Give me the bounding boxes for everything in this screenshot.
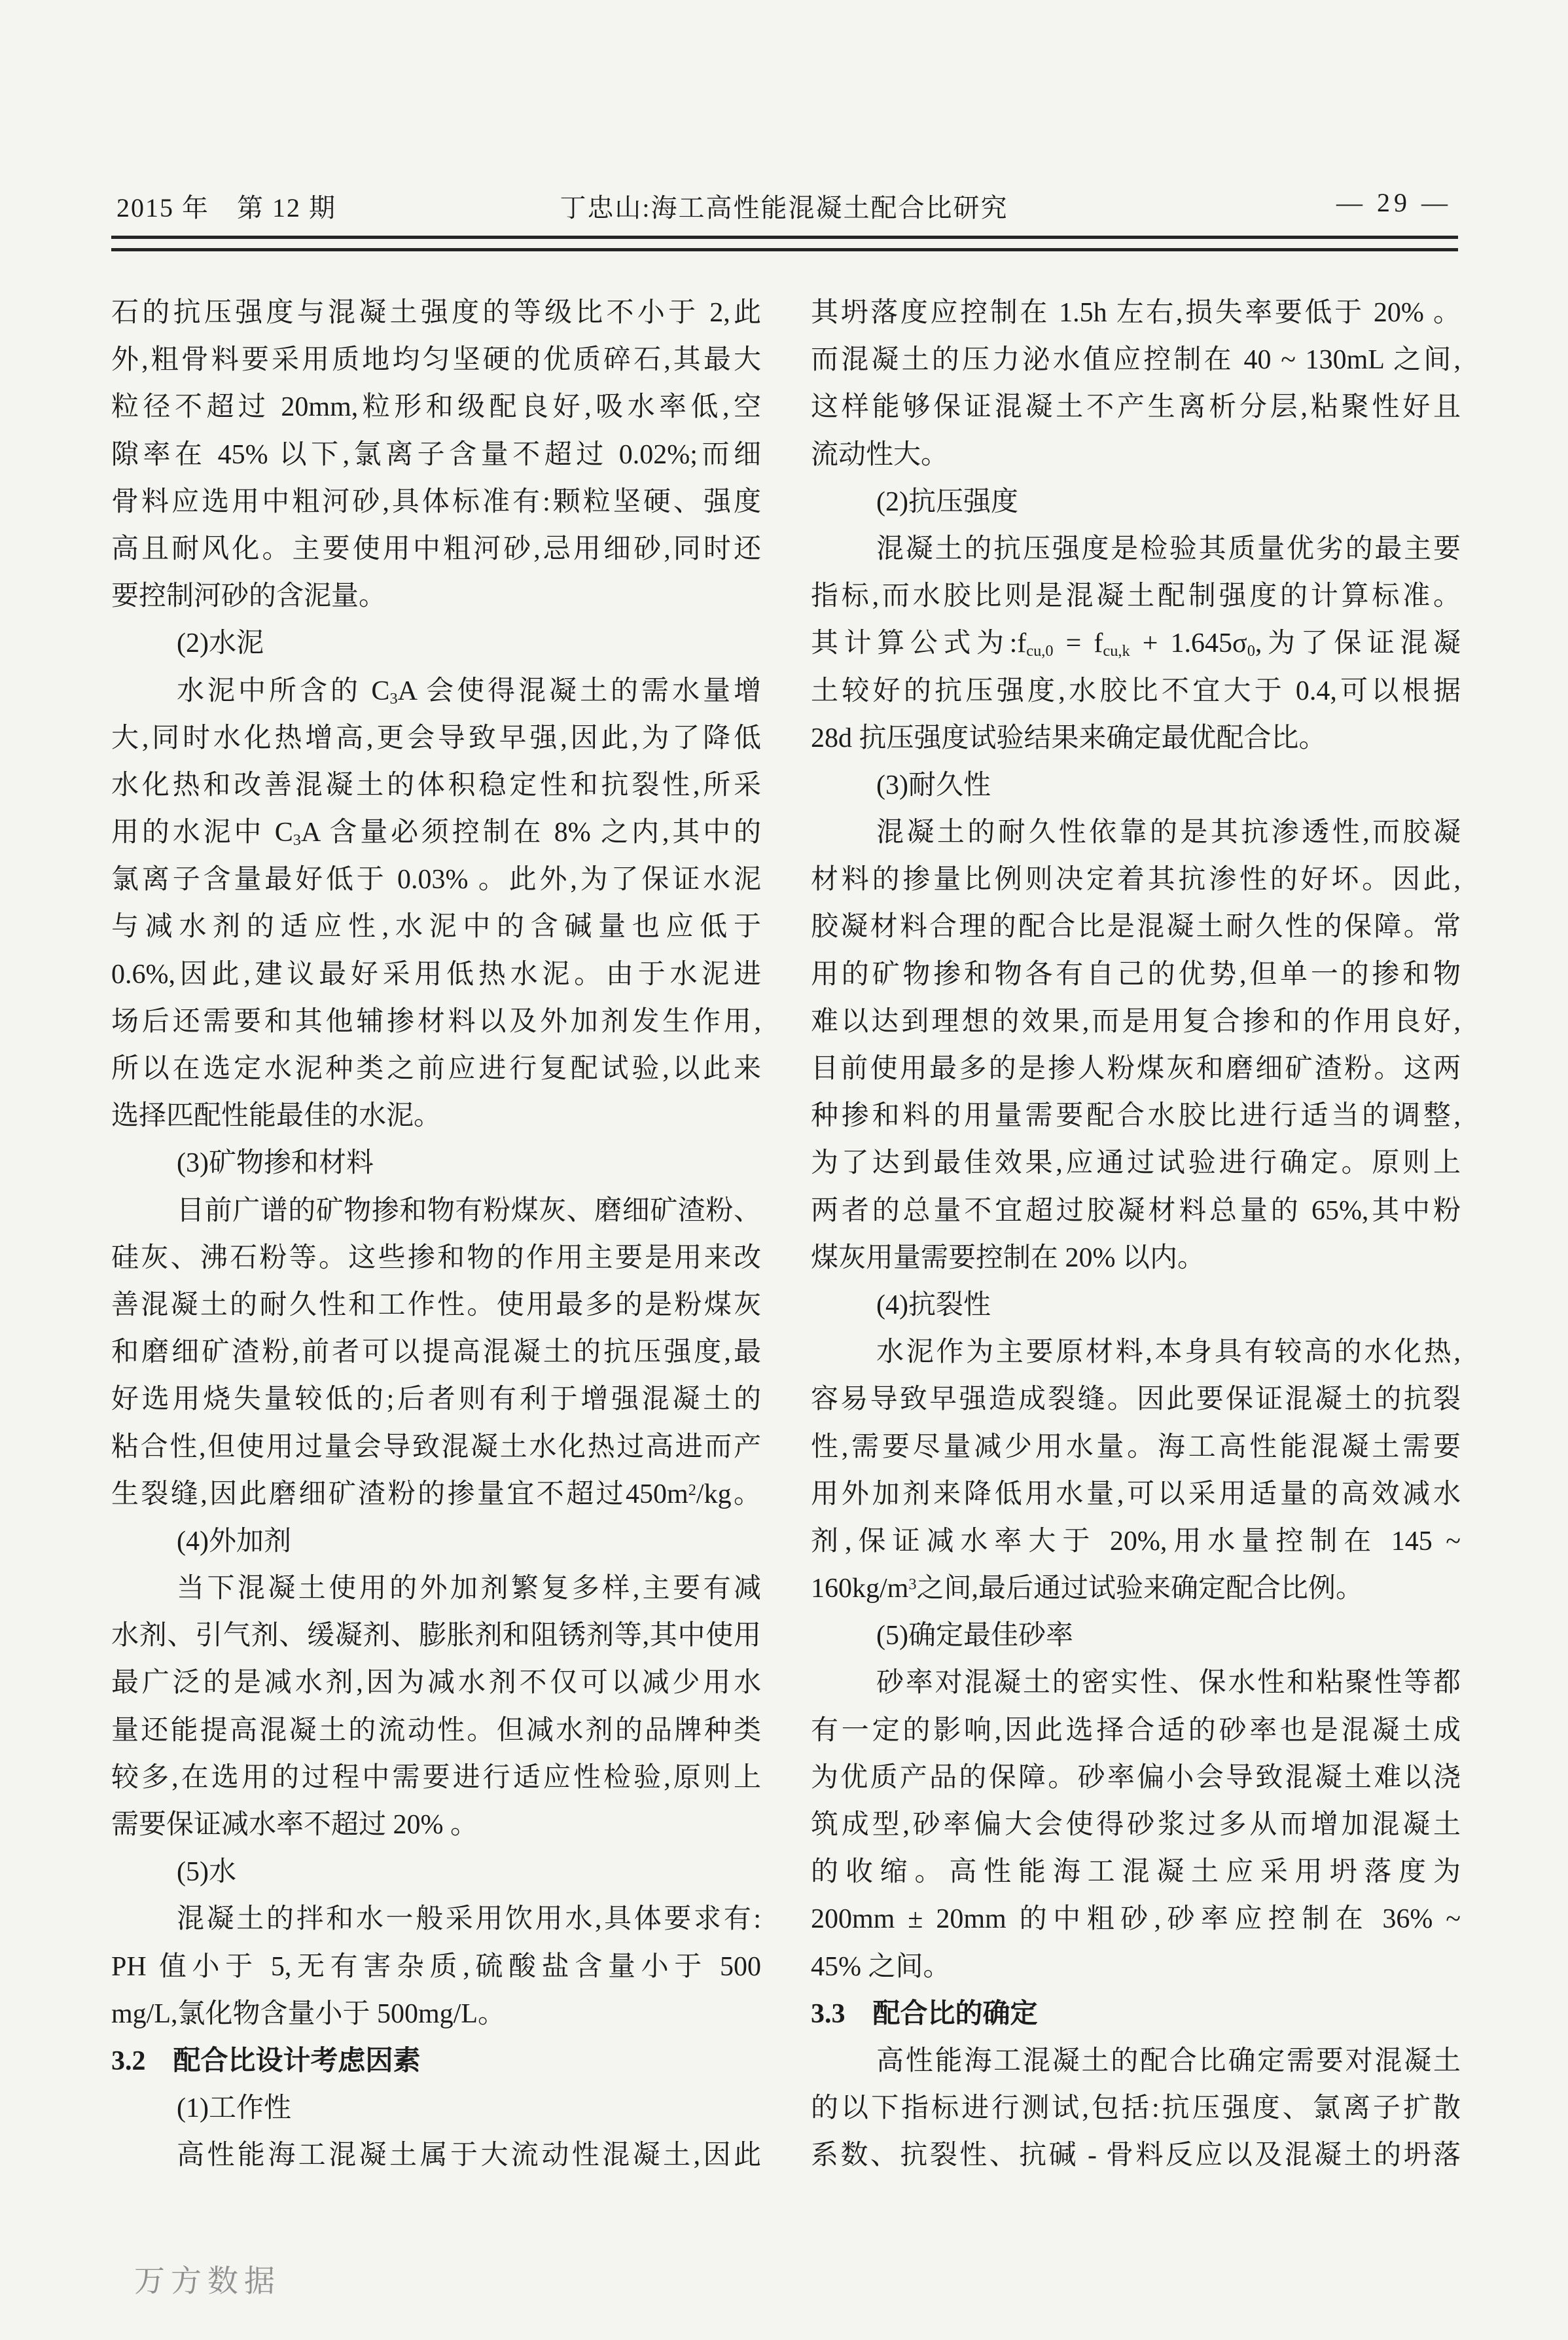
text-line: 与减水剂的适应性,水泥中的含碱量也应低于 [111, 912, 761, 943]
text-line: (4)外加剂 [177, 1526, 291, 1557]
text-line: (3)矿物掺和材料 [177, 1148, 374, 1179]
text-line: 的收缩。高性能海工混凝土应采用坍落度为 [811, 1857, 1461, 1888]
text-line: 水泥中所含的 $C_3A$ 会使得混凝土的需水量增 [177, 675, 762, 708]
text-line: (5)确定最佳砂率 [876, 1621, 1073, 1651]
text-line: 场后还需要和其他辅掺材料以及外加剂发生作用, [111, 1006, 761, 1037]
text-line: 而混凝土的压力泌水值应控制在 40 ~ 130mL 之间, [811, 345, 1461, 376]
text-line: 28d 抗压强度试验结果来确定最优配合比。 [811, 723, 1327, 753]
text-line: 水化热和改善混凝土的体积稳定性和抗裂性,所采 [111, 770, 761, 801]
text-line: 氯离子含量最好低于 0.03% 。此外,为了保证水泥 [111, 865, 761, 895]
text-line: 粘合性,但使用过量会导致混凝土水化热过高进而产 [111, 1431, 761, 1462]
text-line: 土较好的抗压强度,水胶比不宜大于 0.4,可以根据 [811, 675, 1461, 706]
text-line: 材料的掺量比例则决定着其抗渗性的好坏。因此, [811, 865, 1461, 895]
text-line: 要控制河砂的含泥量。 [111, 581, 387, 612]
text-line: 好选用烧失量较低的;后者则有利于增强混凝土的 [111, 1384, 761, 1415]
text-line: 混凝土的抗压强度是检验其质量优劣的最主要 [876, 533, 1461, 564]
header-issue: 2015 年 第 12 期 [116, 193, 336, 223]
text-line: 筑成型,砂率偏大会使得砂浆过多从而增加混凝土 [811, 1810, 1461, 1840]
text-line: 混凝土的拌和水一般采用饮用水,具体要求有: [177, 1904, 761, 1935]
text-line: (4)抗裂性 [876, 1289, 991, 1320]
text-line: 45% 之间。 [811, 1951, 951, 1982]
text-line: 用外加剂来降低用水量,可以采用适量的高效减水 [811, 1479, 1461, 1509]
text-line: 用的水泥中 $C_3A$ 含量必须控制在 8% 之内,其中的 [111, 818, 761, 850]
text-line: 胶凝材料合理的配合比是混凝土耐久性的保障。常 [811, 912, 1461, 943]
text-line: 这样能够保证混凝土不产生离析分层,粘聚性好且 [811, 392, 1461, 423]
text-line: 水剂、引气剂、缓凝剂、膨胀剂和阻锈剂等,其中使用 [111, 1621, 761, 1651]
text-line: 高性能海工混凝土属于大流动性混凝土,因此 [177, 2140, 761, 2171]
text-line: (5)水 [177, 1857, 236, 1888]
text-line: (2)抗压强度 [876, 486, 1018, 517]
text-line: (1)工作性 [177, 2093, 291, 2124]
text-line: 高且耐风化。主要使用中粗河砂,忌用细砂,同时还 [111, 533, 761, 564]
text-line: 0.6%,因此,建议最好采用低热水泥。由于水泥进 [111, 959, 761, 990]
text-line: 高性能海工混凝土的配合比确定需要对混凝土 [876, 2045, 1461, 2076]
text-line: PH 值小于 5,无有害杂质,硫酸盐含量小于 500 [111, 1951, 761, 1982]
text-line: 指标,而水胶比则是混凝土配制强度的计算标准。 [811, 581, 1461, 612]
text-line: 大,同时水化热增高,更会导致早强,因此,为了降低 [111, 723, 761, 753]
text-line: (2)水泥 [177, 628, 264, 659]
left-column [111, 289, 761, 2180]
text-line: 石的抗压强度与混凝土强度的等级比不小于 2,此 [111, 298, 761, 328]
rule-line [111, 248, 1458, 251]
text-line: 的以下指标进行测试,包括:抗压强度、氯离子扩散 [811, 2093, 1461, 2124]
text-line: (3)耐久性 [876, 770, 991, 801]
text-line: 目前使用最多的是掺人粉煤灰和磨细矿渣粉。这两 [811, 1054, 1461, 1084]
text-line: 硅灰、沸石粉等。这些掺和物的作用主要是用来改 [111, 1242, 761, 1273]
text-line: 骨料应选用中粗河砂,具体标准有:颗粒坚硬、强度 [111, 486, 761, 517]
text-line: 砂率对混凝土的密实性、保水性和粘聚性等都 [876, 1668, 1461, 1699]
right-column [811, 289, 1461, 2180]
text-line: 目前广谱的矿物掺和物有粉煤灰、磨细矿渣粉、 [177, 1195, 761, 1226]
text-line: 善混凝土的耐久性和工作性。使用最多的是粉煤灰 [111, 1289, 761, 1320]
text-line: 流动性大。 [811, 439, 949, 470]
text-line: 3.2 配合比设计考虑因素 [111, 2045, 421, 2076]
text-line: 3.3 配合比的确定 [811, 1998, 1038, 2029]
journal-header [116, 187, 1452, 225]
header-page-number: — 29 — [1336, 188, 1452, 217]
text-line: 有一定的影响,因此选择合适的砂率也是混凝土成 [811, 1715, 1461, 1746]
text-line: 性,需要尽量减少用水量。海工高性能混凝土需要 [811, 1431, 1461, 1462]
header-title: 丁忠山:海工高性能混凝土配合比研究 [560, 193, 1008, 223]
text-line: 水泥作为主要原材料,本身具有较高的水化热, [876, 1337, 1461, 1368]
text-line: 当下混凝土使用的外加剂繁复多样,主要有减 [177, 1574, 761, 1604]
text-line: 选择匹配性能最佳的水泥。 [111, 1101, 442, 1132]
text-line: 和磨细矿渣粉,前者可以提高混凝土的抗压强度,最 [111, 1337, 761, 1368]
text-line: 用的矿物掺和物各有自己的优势,但单一的掺和物 [811, 959, 1461, 990]
text-line: 容易导致早强造成裂缝。因此要保证混凝土的抗裂 [811, 1384, 1461, 1415]
rule-line [111, 236, 1458, 239]
text-line: 为了达到最佳效果,应通过试验进行确定。原则上 [811, 1148, 1461, 1179]
watermark-wanfang: 万方数据 [134, 2265, 281, 2299]
text-line: 为优质产品的保障。砂率偏小会导致混凝土难以浇 [811, 1762, 1461, 1793]
text-line: mg/L,氯化物含量小于 500mg/L。 [111, 1998, 505, 2029]
text-line: 种掺和料的用量需要配合水胶比进行适当的调整, [811, 1101, 1461, 1132]
text-line: 最广泛的是减水剂,因为减水剂不仅可以减少用水 [111, 1668, 761, 1699]
text-line: 其计算公式为$:f_{cu,0} = f_{cu,k} + 1.645\sigma_0$,为了保证混凝 [811, 628, 1461, 660]
text-line: 煤灰用量需要控制在 20% 以内。 [811, 1242, 1205, 1273]
text-line: 剂,保证减水率大于 20%,用水量控制在 145 ~ [811, 1526, 1461, 1557]
text-line: $160kg/m^3$之间,最后通过试验来确定配合比例。 [811, 1574, 1364, 1604]
text-line: 难以达到理想的效果,而是用复合掺和的作用良好, [811, 1006, 1461, 1037]
text-line: 粒径不超过 20mm,粒形和级配良好,吸水率低,空 [111, 392, 761, 423]
text-line: 混凝土的耐久性依靠的是其抗渗透性,而胶凝 [876, 818, 1461, 848]
text-line: 其坍落度应控制在 1.5h 左右,损失率要低于 20% 。 [811, 298, 1461, 328]
text-line: 系数、抗裂性、抗碱 - 骨料反应以及混凝土的坍落 [811, 2140, 1461, 2171]
text-line: 两者的总量不宜超过胶凝材料总量的 65%,其中粉 [811, 1195, 1461, 1226]
text-line: 隙率在 45% 以下,氯离子含量不超过 0.02%;而细 [111, 439, 761, 470]
text-line: 较多,在选用的过程中需要进行适应性检验,原则上 [111, 1762, 761, 1793]
text-line: 200mm ± 20mm 的中粗砂,砂率应控制在 36% ~ [811, 1904, 1461, 1935]
text-line: 量还能提高混凝土的流动性。但减水剂的品牌种类 [111, 1715, 761, 1746]
text-line: 所以在选定水泥种类之前应进行复配试验,以此来 [111, 1054, 761, 1084]
text-line: 生裂缝,因此磨细矿渣粉的掺量宜不超过$450m^2/kg$。 [111, 1479, 762, 1509]
text-line: 需要保证减水率不超过 20% 。 [111, 1810, 478, 1840]
text-line: 外,粗骨料要采用质地均匀坚硬的优质碎石,其最大 [111, 345, 761, 376]
page-body [111, 289, 1461, 2180]
double-rule [111, 236, 1458, 261]
